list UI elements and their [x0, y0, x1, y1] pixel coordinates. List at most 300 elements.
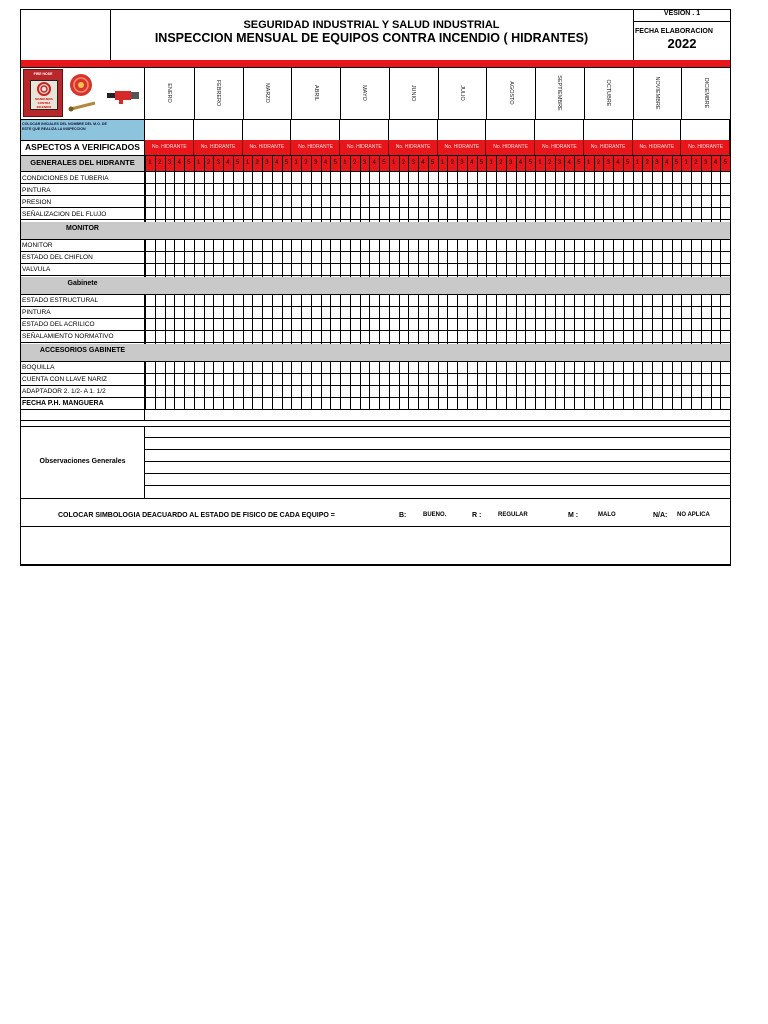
header-divider — [633, 10, 634, 60]
grid-line — [223, 239, 224, 277]
grid-line — [496, 239, 497, 277]
hydrant-number: 1 — [343, 160, 347, 166]
month-label: DICIEMBRE — [702, 77, 709, 109]
grid-line — [262, 239, 263, 277]
grid-line — [145, 239, 146, 277]
grid-line — [418, 294, 419, 344]
grid-line — [730, 294, 731, 344]
grid-line — [311, 361, 312, 409]
grid-line — [360, 239, 361, 277]
grid-line — [321, 239, 322, 277]
hydrant-label: No. HIDRANTE — [249, 144, 285, 150]
grid-line — [330, 294, 331, 344]
item-label: PINTURA — [22, 309, 51, 316]
grid-line — [21, 420, 730, 421]
grid-line — [174, 361, 175, 409]
grid-line — [438, 155, 439, 222]
grid-line — [603, 294, 604, 344]
grid-line — [321, 361, 322, 409]
grid-line — [291, 294, 292, 344]
grid-line — [350, 294, 351, 344]
grid-line — [720, 239, 721, 277]
instruction-text: COLOCAR INICIALES DEL NOMBRE DEL M.O. DE ESTE QUE REALIZA LA INSPECCION — [22, 122, 107, 131]
grid-line — [672, 361, 673, 409]
grid-line — [145, 437, 730, 438]
grid-line — [438, 239, 439, 277]
grid-line — [729, 140, 730, 155]
grid-line — [457, 155, 458, 222]
hydrant-number: 1 — [635, 160, 640, 166]
header-title-line2: INSPECCION MENSUAL DE EQUIPOS CONTRA INCENDIO ( HIDRANTES) — [154, 31, 589, 45]
hydrant-number: 3 — [411, 160, 415, 166]
month-header-cell — [340, 67, 390, 119]
grid-line — [438, 361, 439, 409]
initials-cell[interactable] — [584, 119, 633, 140]
generales-label: GENERALES DEL HIDRANTE — [21, 155, 144, 171]
grid-line — [535, 239, 536, 277]
grid-line — [165, 239, 166, 277]
grid-line — [545, 361, 546, 409]
grid-line — [584, 361, 585, 409]
grid-line — [613, 239, 614, 277]
initials-cell[interactable] — [291, 119, 340, 140]
grid-line — [467, 361, 468, 409]
grid-line — [145, 449, 730, 450]
hydrant-label: No. HIDRANTE — [688, 144, 723, 150]
grid-line — [223, 294, 224, 344]
initials-cell[interactable] — [486, 119, 535, 140]
grid-line — [477, 239, 478, 277]
grid-line — [174, 294, 175, 344]
hydrant-number: 1 — [684, 160, 688, 166]
observaciones-label: Observaciones Generales — [39, 458, 126, 465]
grid-line — [633, 361, 634, 409]
hydrant-number: 3 — [655, 160, 659, 166]
grid-line — [506, 361, 507, 409]
grid-line — [311, 239, 312, 277]
grid-line — [701, 155, 702, 222]
hydrant-number: 1 — [196, 160, 201, 166]
grid-line — [662, 239, 663, 277]
grid-line — [301, 361, 302, 409]
grid-line — [594, 239, 595, 277]
section-gabinete — [21, 277, 730, 294]
fire-hose-cabinet-icon — [23, 69, 63, 117]
legend-m-code: M : — [568, 512, 579, 519]
month-header-cell — [438, 67, 488, 119]
grid-line — [174, 239, 175, 277]
hydrant-number: 2 — [645, 160, 649, 166]
grid-line — [525, 155, 526, 222]
month-label: ABRIL — [312, 85, 319, 101]
grid-line — [184, 239, 185, 277]
grid-line — [555, 155, 556, 222]
grid-line — [711, 155, 712, 222]
grid-line — [389, 361, 390, 409]
initials-cell[interactable] — [145, 119, 194, 140]
hydrant-number: 4 — [177, 160, 181, 166]
grid-line — [243, 155, 244, 222]
initials-cell[interactable] — [633, 119, 682, 140]
month-label: MAYO — [361, 85, 368, 101]
hydrant-number: 4 — [274, 160, 279, 166]
initials-cell[interactable] — [194, 119, 243, 140]
grid-line — [564, 239, 565, 277]
hydrant-number: 5 — [674, 160, 679, 166]
month-label: FEBRERO — [215, 79, 222, 107]
grid-line — [623, 239, 624, 277]
grid-line — [21, 498, 730, 499]
grid-line — [350, 155, 351, 222]
grid-line — [262, 361, 263, 409]
grid-line — [594, 155, 595, 222]
grid-line — [633, 294, 634, 344]
hydrant-number: 5 — [187, 160, 191, 166]
hydrant-number: 5 — [528, 160, 532, 166]
grid-line — [369, 294, 370, 344]
grid-line — [603, 239, 604, 277]
hydrant-number: 2 — [255, 160, 259, 166]
grid-line — [535, 155, 536, 222]
hydrant-number: 4 — [713, 160, 718, 166]
hydrant-number: 3 — [313, 160, 318, 166]
grid-line — [720, 294, 721, 344]
grid-line — [603, 361, 604, 409]
grid-line — [584, 155, 585, 222]
instruction-cell — [21, 119, 144, 140]
month-header-cell — [486, 67, 536, 119]
grid-line — [477, 155, 478, 222]
grid-line — [564, 155, 565, 222]
grid-line — [418, 155, 419, 222]
month-label: NOVIEMBRE — [653, 76, 660, 110]
grid-line — [389, 155, 390, 222]
hydrant-label: No. HIDRANTE — [395, 144, 431, 150]
item-label: FECHA P.H. MANGUERA — [22, 400, 104, 407]
grid-line — [652, 239, 653, 277]
equipment-icons — [21, 67, 144, 119]
grid-line — [428, 294, 429, 344]
hydrant-label: No. HIDRANTE — [298, 144, 333, 150]
grid-line — [516, 155, 517, 222]
grid-line — [525, 239, 526, 277]
grid-line — [691, 361, 692, 409]
grid-line — [301, 239, 302, 277]
grid-line — [594, 361, 595, 409]
grid-line — [204, 294, 205, 344]
grid-line — [652, 294, 653, 344]
grid-line — [340, 294, 341, 344]
grid-line — [467, 239, 468, 277]
hydrant-number: 4 — [567, 160, 571, 166]
hydrant-number: 2 — [352, 160, 357, 166]
grid-line — [223, 155, 224, 222]
section-monitor-label: MONITOR — [66, 225, 99, 232]
item-label: ESTADO ESTRUCTURAL — [22, 297, 99, 304]
grid-line — [340, 155, 341, 222]
grid-line — [311, 294, 312, 344]
grid-line — [711, 239, 712, 277]
grid-line — [223, 361, 224, 409]
grid-line — [194, 239, 195, 277]
grid-line — [350, 361, 351, 409]
hydrant-label: No. HIDRANTE — [200, 144, 236, 150]
grid-line — [282, 294, 283, 344]
initials-cell[interactable] — [681, 119, 730, 140]
month-label: AGOSTO — [507, 81, 514, 105]
grid-line — [545, 155, 546, 222]
grid-line — [174, 155, 175, 222]
grid-line — [340, 239, 341, 277]
header-title-line1: SEGURIDAD INDUSTRIAL Y SALUD INDUSTRIAL — [243, 19, 500, 31]
initials-cell[interactable] — [243, 119, 292, 140]
grid-line — [623, 155, 624, 222]
grid-line — [681, 361, 682, 409]
hydrant-number: 2 — [304, 160, 308, 166]
hydrant-number: 4 — [469, 160, 474, 166]
grid-line — [672, 294, 673, 344]
grid-line — [701, 294, 702, 344]
grid-line — [506, 239, 507, 277]
item-label: MONITOR — [22, 242, 53, 249]
grid-line — [681, 155, 682, 222]
grid-line — [155, 239, 156, 277]
legend-r-text: REGULAR — [498, 512, 528, 518]
item-label: CUENTA CON LLAVE NARIZ — [22, 376, 107, 383]
grid-line — [155, 361, 156, 409]
grid-line — [662, 361, 663, 409]
grid-line — [301, 294, 302, 344]
hydrant-number: 3 — [606, 160, 610, 166]
grid-line — [399, 239, 400, 277]
grid-line — [233, 239, 234, 277]
hydrant-label: No. HIDRANTE — [347, 144, 382, 150]
grid-line — [486, 361, 487, 409]
grid-line — [145, 294, 146, 344]
sign-top-text: FIRE HOSE — [33, 72, 53, 76]
hydrant-number: 5 — [723, 160, 727, 166]
grid-line — [457, 361, 458, 409]
grid-line — [145, 155, 146, 222]
grid-line — [165, 361, 166, 409]
grid-line — [642, 155, 643, 222]
grid-line — [672, 155, 673, 222]
grid-line — [360, 361, 361, 409]
sign-inner-text: MANGUERA CONTRA INCENDIO — [35, 97, 53, 109]
hydrant-number: 3 — [703, 160, 708, 166]
grid-line — [574, 239, 575, 277]
grid-line — [730, 361, 731, 409]
grid-line — [165, 155, 166, 222]
grid-line — [516, 361, 517, 409]
grid-line — [350, 239, 351, 277]
grid-line — [574, 294, 575, 344]
grid-line — [233, 361, 234, 409]
grid-line — [711, 361, 712, 409]
grid-line — [184, 294, 185, 344]
version-label: VESION . 1 — [663, 10, 701, 17]
grid-line — [506, 155, 507, 222]
grid-line — [145, 485, 730, 486]
section-monitor — [21, 222, 730, 239]
grid-line — [564, 361, 565, 409]
grid-line — [408, 155, 409, 222]
month-header-cell — [389, 67, 439, 119]
grid-line — [369, 361, 370, 409]
month-header-cell — [633, 67, 683, 119]
grid-line — [691, 239, 692, 277]
grid-line — [360, 155, 361, 222]
grid-line — [681, 294, 682, 344]
month-header-cell — [243, 67, 293, 119]
initials-cell[interactable] — [389, 119, 438, 140]
hydrant-number: 4 — [664, 160, 669, 166]
month-label: MARZO — [263, 83, 270, 103]
initials-cell[interactable] — [340, 119, 389, 140]
legend-b-code: B: — [399, 512, 407, 519]
grid-line — [243, 361, 244, 409]
grid-line — [184, 361, 185, 409]
grid-line — [584, 239, 585, 277]
grid-line — [584, 294, 585, 344]
hydrant-number: 3 — [460, 160, 464, 166]
grid-line — [408, 361, 409, 409]
item-label: ADAPTADOR 2. 1/2- A 1. 1/2 — [22, 388, 106, 395]
grid-line — [525, 361, 526, 409]
hydrant-number: 3 — [557, 160, 562, 166]
initials-cell[interactable] — [438, 119, 487, 140]
grid-line — [282, 361, 283, 409]
hydrant-number: 3 — [362, 160, 367, 166]
hydrant-number: 4 — [323, 160, 328, 166]
hydrant-number: 2 — [596, 160, 601, 166]
hydrant-label: No. HIDRANTE — [639, 144, 675, 150]
grid-line — [623, 294, 624, 344]
grid-line — [155, 155, 156, 222]
grid-line — [652, 155, 653, 222]
grid-line — [720, 155, 721, 222]
grid-line — [535, 361, 536, 409]
month-label: JUNIO — [410, 84, 417, 102]
grid-line — [564, 294, 565, 344]
grid-line — [672, 239, 673, 277]
grid-line — [145, 473, 730, 474]
month-label: ENERO — [166, 83, 173, 103]
hydrant-number: 1 — [148, 160, 152, 166]
hydrant-number: 5 — [479, 160, 484, 166]
grid-line — [428, 239, 429, 277]
grid-line — [379, 239, 380, 277]
hose-coil-icon — [31, 81, 57, 97]
grid-line — [330, 239, 331, 277]
grid-line — [379, 361, 380, 409]
grid-line — [340, 361, 341, 409]
grid-line — [194, 294, 195, 344]
hydrant-number: 5 — [333, 160, 337, 166]
grid-line — [252, 155, 253, 222]
hydrant-number: 3 — [216, 160, 220, 166]
hydrant-number: 5 — [577, 160, 581, 166]
grid-line — [555, 361, 556, 409]
grid-line — [155, 294, 156, 344]
grid-line — [662, 294, 663, 344]
grid-line — [496, 155, 497, 222]
grid-line — [262, 155, 263, 222]
hydrant-number: 3 — [508, 160, 513, 166]
grid-line — [379, 294, 380, 344]
grid-line — [535, 294, 536, 344]
grid-line — [233, 294, 234, 344]
grid-line — [184, 155, 185, 222]
grid-line — [399, 155, 400, 222]
grid-line — [379, 155, 380, 222]
grid-line — [457, 239, 458, 277]
legend-na-code: N/A: — [653, 512, 668, 519]
grid-line — [194, 155, 195, 222]
grid-line — [457, 294, 458, 344]
hydrant-number: 4 — [421, 160, 425, 166]
hydrant-number: 4 — [372, 160, 376, 166]
grid-line — [204, 155, 205, 222]
grid-line — [555, 239, 556, 277]
grid-line — [213, 239, 214, 277]
hose-reel-icon — [65, 71, 99, 115]
hydrant-number: 2 — [206, 160, 211, 166]
grid-line — [525, 294, 526, 344]
grid-line — [633, 239, 634, 277]
item-label: ESTADO DEL CHIFLON — [22, 254, 93, 261]
grid-line — [642, 294, 643, 344]
grid-line — [447, 294, 448, 344]
grid-line — [428, 361, 429, 409]
month-label: OCTUBRE — [605, 79, 612, 107]
grid-line — [145, 461, 730, 462]
grid-line — [447, 239, 448, 277]
hydrant-number: 2 — [694, 160, 698, 166]
grid-line — [613, 294, 614, 344]
item-label: PRESION — [22, 199, 52, 206]
grid-line — [194, 361, 195, 409]
grid-line — [486, 239, 487, 277]
month-header-cell — [145, 67, 195, 119]
hydrant-label: No. HIDRANTE — [542, 144, 577, 150]
grid-line — [486, 155, 487, 222]
hydrant-number: 1 — [489, 160, 493, 166]
grid-line — [496, 294, 497, 344]
section-accesorios-label: ACCESORIOS GABINETE — [39, 347, 126, 354]
grid-line — [545, 239, 546, 277]
initials-cell[interactable] — [535, 119, 584, 140]
month-header-cell — [584, 67, 634, 119]
red-band — [21, 60, 730, 67]
month-label: SEPTIEMBRE — [556, 75, 563, 111]
hydrant-number: 5 — [284, 160, 289, 166]
grid-line — [633, 155, 634, 222]
grid-line — [272, 239, 273, 277]
month-header-cell — [194, 67, 244, 119]
aspectos-label: ASPECTOS A VERIFICADOS — [25, 142, 140, 152]
hydrant-number: 2 — [401, 160, 406, 166]
legend-r-code: R : — [472, 512, 482, 519]
grid-line — [711, 294, 712, 344]
grid-line — [311, 155, 312, 222]
grid-line — [447, 361, 448, 409]
grid-line — [408, 239, 409, 277]
month-label: JULIO — [458, 85, 465, 101]
hydrant-number: 2 — [547, 160, 552, 166]
grid-line — [720, 361, 721, 409]
hydrant-number: 1 — [245, 160, 250, 166]
